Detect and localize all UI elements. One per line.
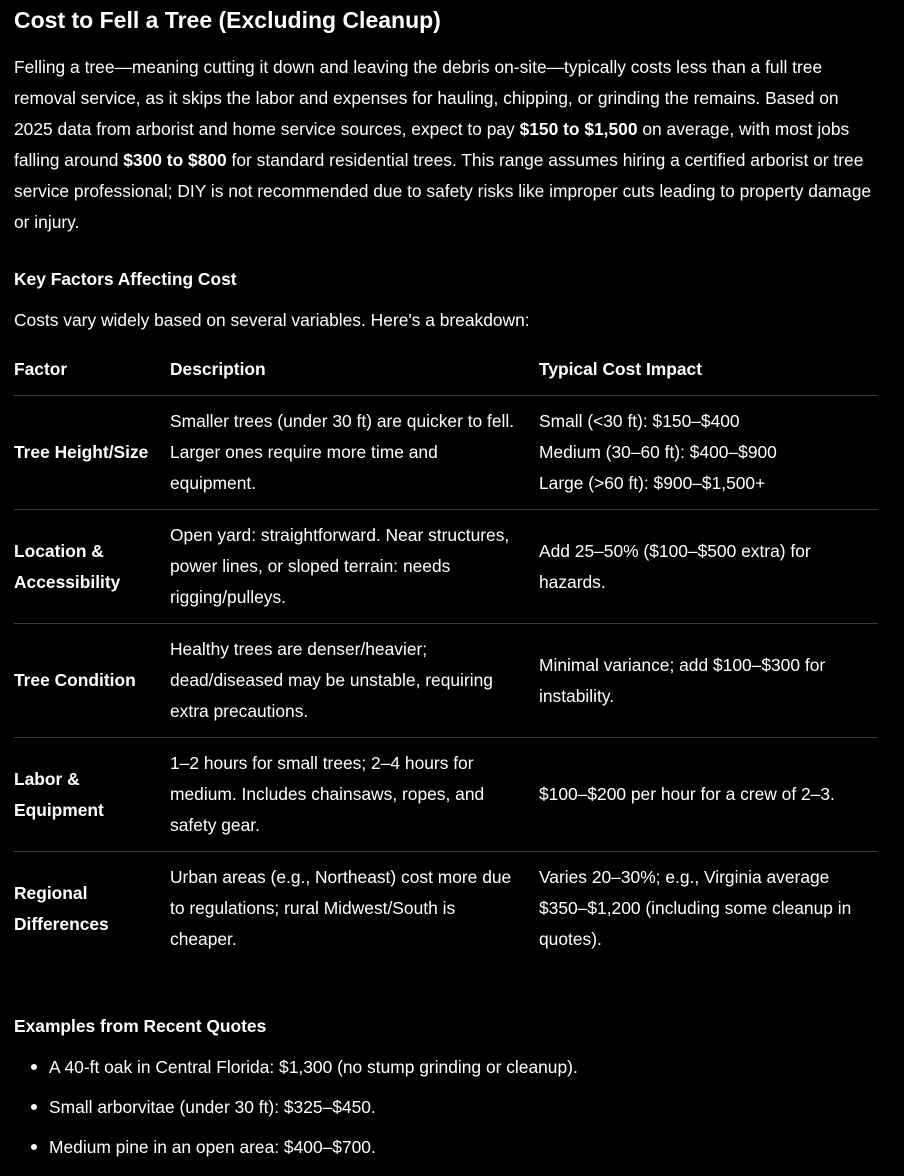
list-item [14,1087,578,1127]
factors-heading: Key Factors Affecting Cost [14,269,237,289]
description-cell: Urban areas (e.g., Northeast) cost more due to regulations; rural Midwest/South is cheaper. [170,867,512,949]
table-row [14,852,878,966]
bullet-icon [31,1144,37,1150]
factors-lead: Costs vary widely based on several variables. Here's a breakdown: [14,310,530,330]
list-item-text: Small arborvitae (under 30 ft): $325–$450. [49,1097,376,1117]
page-title: Cost to Fell a Tree (Excluding Cleanup) [14,7,441,33]
impact-cell: Add 25–50% ($100–$500 extra) for hazards. [539,510,878,624]
list-item-text: Medium pine in an open area: $400–$700. [49,1137,376,1157]
intro-text-2: on average, with most jobs falling around [14,119,850,170]
factor-cell: Regional Differences [14,882,109,934]
bullet-icon [31,1104,37,1110]
list-item-text: A 40-ft oak in Central Florida: $1,300 (no stump grinding or cleanup). [49,1057,578,1077]
impact-line: Medium (30–60 ft): $400–$900 [539,442,777,462]
list-item [14,1047,578,1087]
table-row [14,396,878,510]
table-row [14,624,878,738]
factor-cell: Location & Accessibility [14,510,170,624]
intro-text-1: Felling a tree—meaning cutting it down and leaving the debris on-site—typically costs less than a full tree removal service, as it skips the labor and expenses for hauling, chipping, or grinding the remains. Based on 2025 data from arborist and home service sources, expect to pay [14,57,839,139]
list-item [14,1127,578,1167]
factor-cell: Tree Condition [14,624,170,738]
description-cell: 1–2 hours for small trees; 2–4 hours for medium. Includes chainsaws, ropes, and safety gear. [170,738,539,852]
table-row [14,510,878,624]
bullet-icon [31,1064,37,1070]
impact-line: Large (>60 ft): $900–$1,500+ [539,473,766,493]
intro-text-3: for standard residential trees. This range assumes hiring a certified arborist or tree service professional; DIY is not recommended due to safety risks like improper cuts leading to property damage or injury. [14,150,872,232]
factor-cell: Tree Height/Size [14,396,170,510]
impact-cell [539,396,878,510]
impact-line: Small (<30 ft): $150–$400 [539,411,740,431]
column-header-factor: Factor [14,352,170,396]
impact-cell: Minimal variance; add $100–$300 for instability. [539,624,878,738]
intro-price-range: $150 to $1,500 [519,119,638,139]
intro-typical-range: $300 to $800 [123,150,227,170]
impact-cell: Varies 20–30%; e.g., Virginia average $350–$1,200 (including some cleanup in quotes). [539,867,852,949]
description-cell: Open yard: straightforward. Near structures, power lines, or sloped terrain: needs rigging/pulleys. [170,510,539,624]
impact-cell: $100–$200 per hour for a crew of 2–3. [539,738,878,852]
table-header-row [14,352,878,396]
description-cell: Healthy trees are denser/heavier; dead/diseased may be unstable, requiring extra precautions. [170,624,539,738]
examples-list [14,1047,578,1167]
factors-table [14,352,878,965]
description-cell: Smaller trees (under 30 ft) are quicker to fell. Larger ones require more time and equipment. [170,396,539,510]
factor-cell: Labor & Equipment [14,738,170,852]
column-header-impact: Typical Cost Impact [539,352,878,396]
intro-paragraph [14,52,882,238]
table-row [14,738,878,852]
examples-heading: Examples from Recent Quotes [14,1016,267,1036]
column-header-description: Description [170,352,539,396]
